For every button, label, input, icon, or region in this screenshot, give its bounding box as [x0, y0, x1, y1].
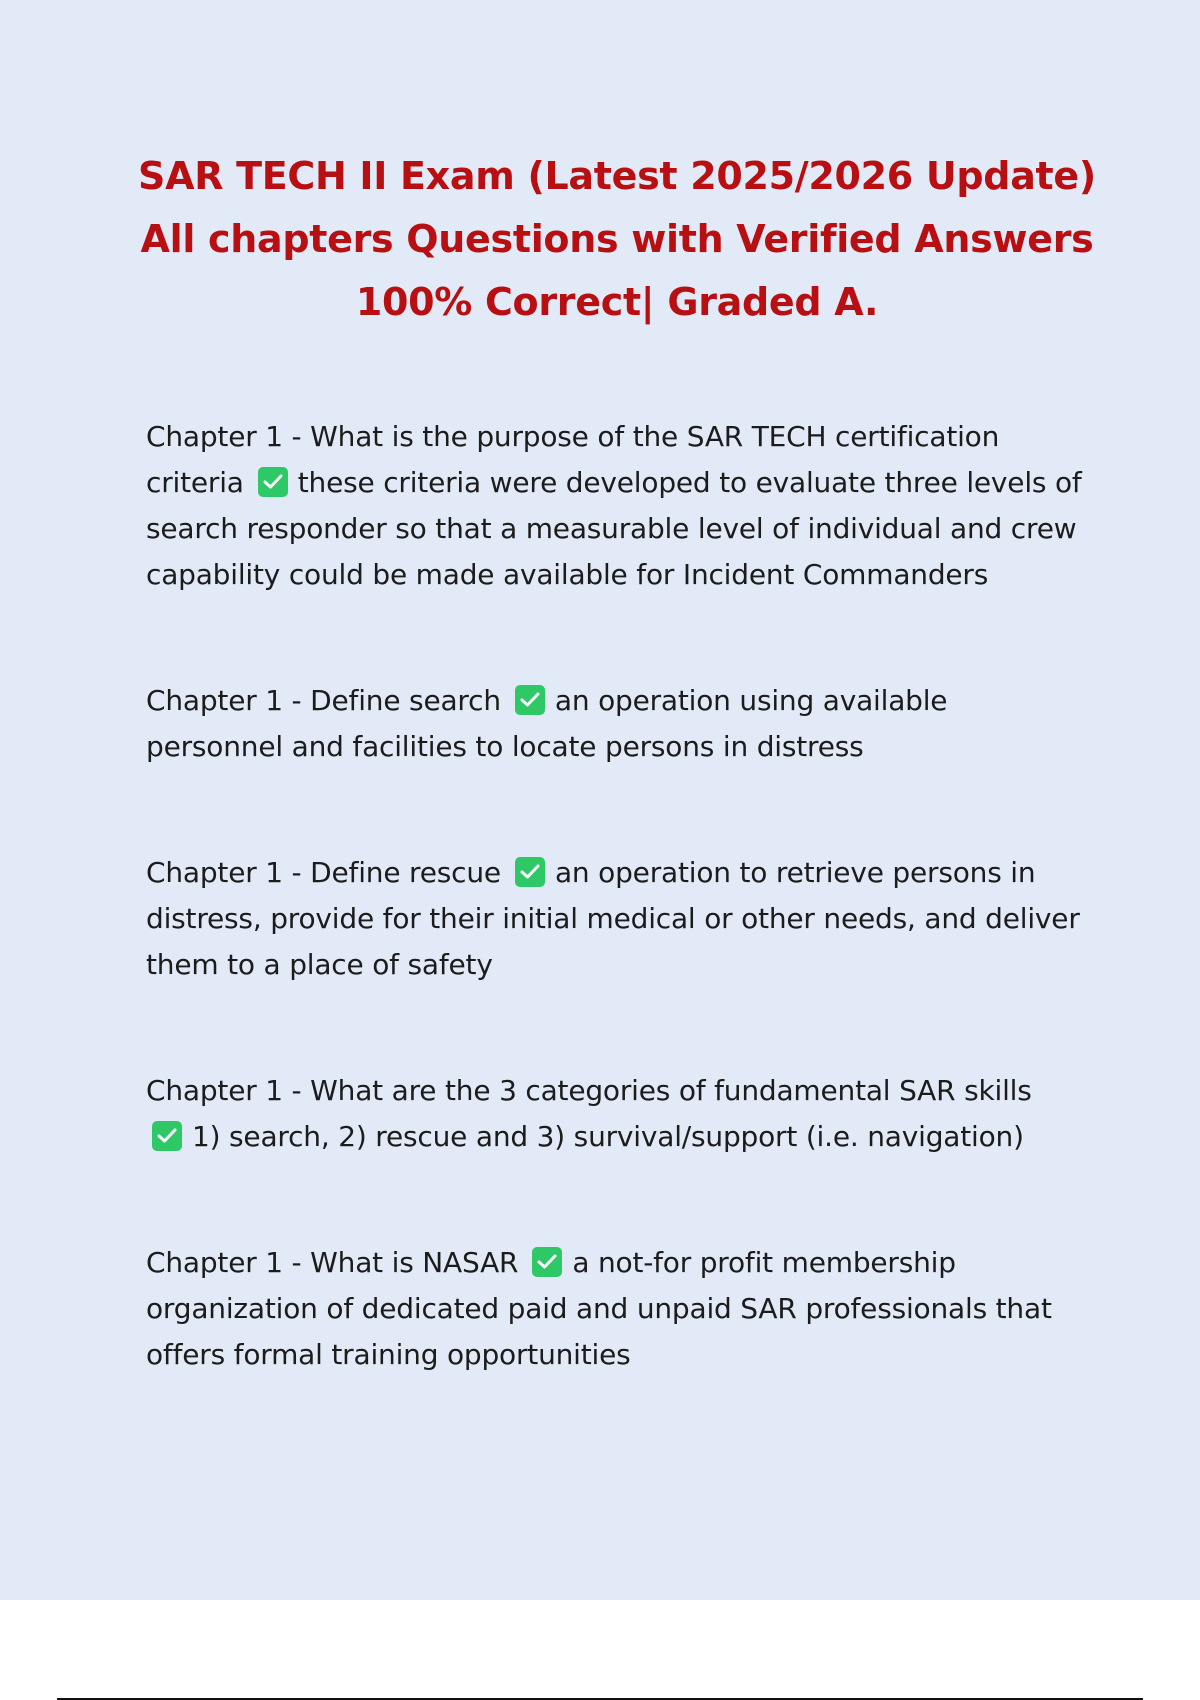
qa-item-5	[146, 1240, 1086, 1378]
question-text: Chapter 1 - Define search	[146, 684, 501, 717]
check-mark-icon	[258, 467, 288, 497]
answer-text: these criteria were developed to evaluate three levels of search responder so that a measurable level of individual and crew capability could be made available for Incident Commanders	[146, 466, 1082, 591]
title-line-3: 100% Correct| Graded A.	[355, 280, 879, 324]
question-text: Chapter 1 - What is NASAR	[146, 1246, 519, 1279]
answer-text: a not-for profit membership organization of dedicated paid and unpaid SAR professionals that offers formal training opportunities	[146, 1246, 1052, 1371]
document-title	[120, 145, 1114, 334]
qa-item-3	[146, 850, 1086, 988]
qa-item-1	[146, 414, 1086, 598]
title-line-2: All chapters Questions with Verified Answers	[140, 217, 1094, 261]
check-mark-icon	[515, 857, 545, 887]
title-line-1: SAR TECH II Exam (Latest 2025/2026 Update)	[138, 154, 1096, 198]
question-text: Chapter 1 - What is the purpose of the SAR TECH certification criteria	[146, 420, 1000, 499]
check-mark-icon	[532, 1247, 562, 1277]
answer-text: an operation to retrieve persons in distress, provide for their initial medical or other needs, and deliver them to a place of safety	[146, 856, 1080, 981]
check-mark-icon	[152, 1121, 182, 1151]
qa-item-4	[146, 1068, 1086, 1160]
qa-item-2	[146, 678, 1086, 770]
question-text: Chapter 1 - Define rescue	[146, 856, 501, 889]
answer-text: an operation using available personnel and facilities to locate persons in distress	[146, 684, 948, 763]
answer-text: 1) search, 2) rescue and 3) survival/support (i.e. navigation)	[192, 1120, 1024, 1153]
check-mark-icon	[515, 685, 545, 715]
question-text: Chapter 1 - What are the 3 categories of fundamental SAR skills	[146, 1074, 1032, 1107]
